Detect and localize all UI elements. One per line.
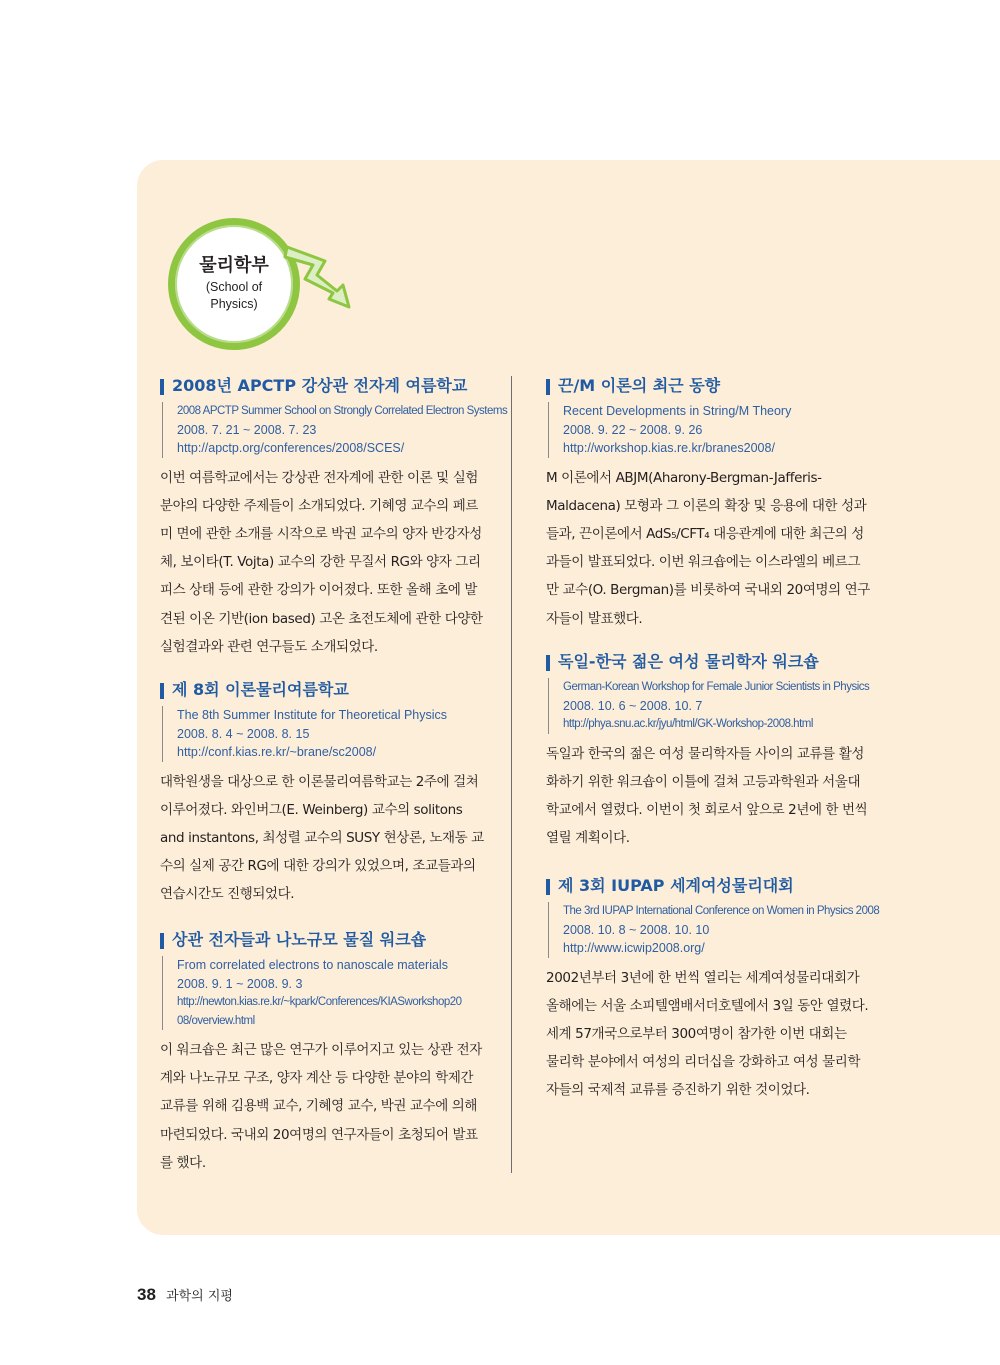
body-line: 과들이 발표되었다. 이번 워크숍에는 이스라엘의 베르그: [546, 554, 861, 571]
page-number: 38: [137, 1285, 156, 1304]
section-url[interactable]: http://www.icwip2008.org/: [563, 941, 705, 955]
section-date: 2008. 9. 22 ~ 2008. 9. 26: [563, 422, 703, 437]
body-line: 자들의 국제적 교류를 증진하기 위한 것이었다.: [546, 1082, 810, 1099]
body-line: 실험결과와 관련 연구들도 소개되었다.: [160, 638, 378, 655]
section-meta: [548, 402, 864, 458]
body-line: 피스 상태 등에 관한 강의가 이어졌다. 또한 올해 초에 발: [160, 582, 478, 599]
badge-title-en-line1: (School of: [205, 280, 263, 294]
section-date: 2008. 8. 4 ~ 2008. 8. 15: [177, 726, 310, 741]
section-url[interactable]: http://apctp.org/conferences/2008/SCES/: [177, 441, 405, 455]
badge-title-en-line2: Physics): [210, 297, 258, 311]
zigzag-arrow-icon: [283, 235, 363, 325]
section-iupap-conference: [546, 876, 880, 1105]
badge-title-en: [175, 279, 293, 313]
section-summer-institute: [160, 680, 484, 909]
section-title: 끈/M 이론의 최근 동향: [546, 376, 864, 396]
section-nanoscale-workshop: [160, 930, 482, 1177]
body-line: 물리학 분야에서 여성의 리더십을 강화하고 여성 물리학: [546, 1054, 861, 1071]
section-meta: [162, 956, 478, 1030]
section-meta: [548, 902, 880, 958]
body-line: 세계 57개국으로부터 300여명이 참가한 이번 대회는: [546, 1025, 847, 1042]
section-title: 2008년 APCTP 강상관 전자계 여름학교: [160, 376, 478, 396]
badge-circle: [168, 218, 300, 350]
section-subtitle: 2008 APCTP Summer School on Strongly Correlated Electron Systems: [177, 405, 508, 417]
section-date: 2008. 10. 6 ~ 2008. 10. 7: [563, 698, 703, 713]
section-meta: [162, 706, 478, 762]
section-url[interactable]: http://conf.kias.re.kr/~brane/sc2008/: [177, 745, 377, 759]
section-apctp: [160, 376, 508, 661]
body-line: 계와 나노규모 구조, 양자 계산 등 다양한 분야의 학제간: [160, 1070, 474, 1087]
section-meta: [548, 678, 870, 734]
section-title: 제 8회 이론물리여름학교: [160, 680, 478, 700]
body-line: 이 워크숍은 최근 많은 연구가 이루어지고 있는 상관 전자: [160, 1042, 482, 1058]
body-line: 분야의 다양한 주제들이 소개되었다. 기혜영 교수의 페르: [160, 497, 478, 514]
section-subtitle: The 8th Summer Institute for Theoretical Physics: [177, 708, 448, 722]
body-line: 올해에는 서울 소피텔앰배서더호텔에서 3일 동안 열렸다.: [546, 997, 869, 1014]
section-subtitle: German-Korean Workshop for Female Junior Scientists in Physics: [563, 681, 870, 693]
body-line: 학교에서 열렸다. 이번이 첫 회로서 앞으로 2년에 한 번씩: [546, 801, 868, 818]
section-date: 2008. 9. 1 ~ 2008. 9. 3: [177, 976, 303, 991]
body-line: 대학원생을 대상으로 한 이론물리여름학교는 2주에 걸쳐: [160, 773, 479, 790]
body-line: 이번 여름학교에서는 강상관 전자계에 관한 이론 및 실험: [160, 469, 478, 486]
body-line: Maldacena) 모형과 그 이론의 확장 및 응용에 대한 성과: [546, 497, 867, 514]
section-url[interactable]: http://phya.snu.ac.kr/jyu/html/GK-Workshop-2008.html: [563, 718, 813, 730]
body-line: 독일과 한국의 젊은 여성 물리학자들 사이의 교류를 활성: [546, 745, 864, 762]
section-date: 2008. 7. 21 ~ 2008. 7. 23: [177, 422, 317, 437]
section-string-theory: [546, 376, 870, 633]
section-body: [160, 768, 484, 909]
badge-title-kr: 물리학부: [199, 255, 269, 276]
section-url-cont[interactable]: 08/overview.html: [177, 1014, 255, 1027]
body-line: 미 면에 관한 소개를 시작으로 박권 교수의 양자 반강자성: [160, 525, 482, 542]
body-line: 교류를 위해 김용백 교수, 기혜영 교수, 박권 교수에 의해: [160, 1098, 478, 1115]
body-line: 체, 보이타(T. Vojta) 교수의 강한 무질서 RG와 양자 그리: [160, 554, 481, 571]
section-body: [546, 964, 869, 1105]
body-line: 수의 실제 공간 RG에 대한 강의가 있었으며, 조교들과의: [160, 858, 476, 875]
publication-title: 과학의 지평: [166, 1289, 233, 1304]
section-title: 상관 전자들과 나노규모 물질 워크숍: [160, 930, 478, 950]
section-subtitle: The 3rd IUPAP International Conference on Women in Physics 2008: [563, 905, 880, 917]
section-title: 독일-한국 젊은 여성 물리학자 워크숍: [546, 652, 864, 672]
section-body: [160, 464, 483, 661]
section-meta: [162, 402, 508, 458]
section-german-korean-workshop: [546, 652, 870, 852]
section-body: [160, 1036, 482, 1177]
section-subtitle: From correlated electrons to nanoscale materials: [177, 958, 448, 972]
body-line: 화하기 위한 워크숍이 이틀에 걸쳐 고등과학원과 서울대: [546, 773, 861, 790]
section-title: 제 3회 IUPAP 세계여성물리대회: [546, 876, 864, 896]
body-line: 자들이 발표했다.: [546, 610, 643, 627]
body-line: 이루어졌다. 와인버그(E. Weinberg) 교수의 solitons: [160, 801, 463, 818]
body-line: 열릴 계획이다.: [546, 830, 630, 847]
body-line: 2002년부터 3년에 한 번씩 열리는 세계여성물리대회가: [546, 969, 860, 986]
body-line: 들과, 끈이론에서 AdS₅/CFT₄ 대응관계에 대한 최근의 성: [546, 525, 864, 542]
body-line: 연습시간도 진행되었다.: [160, 886, 295, 903]
section-url[interactable]: http://workshop.kias.re.kr/branes2008/: [563, 441, 775, 455]
body-line: 마련되었다. 국내외 20여명의 연구자들이 초청되어 발표: [160, 1126, 478, 1143]
body-line: 를 했다.: [160, 1154, 206, 1171]
section-badge: [165, 215, 365, 345]
page-footer: [137, 1285, 233, 1305]
section-body: [546, 464, 870, 633]
section-url[interactable]: http://newton.kias.re.kr/~kpark/Conferences/KIASworkshop20: [177, 996, 462, 1008]
section-body: [546, 740, 868, 853]
body-line: and instantons, 최성렬 교수의 SUSY 현상론, 노재동 교: [160, 829, 484, 846]
body-line: 견된 이온 기반(ion based) 고온 초전도체에 관한 다양한: [160, 610, 483, 627]
body-line: M 이론에서 ABJM(Aharony-Bergman-Jafferis-: [546, 469, 822, 486]
section-date: 2008. 10. 8 ~ 2008. 10. 10: [563, 922, 710, 937]
column-divider: [511, 376, 512, 1173]
section-subtitle: Recent Developments in String/M Theory: [563, 404, 792, 418]
body-line: 만 교수(O. Bergman)를 비롯하여 국내외 20여명의 연구: [546, 582, 870, 599]
